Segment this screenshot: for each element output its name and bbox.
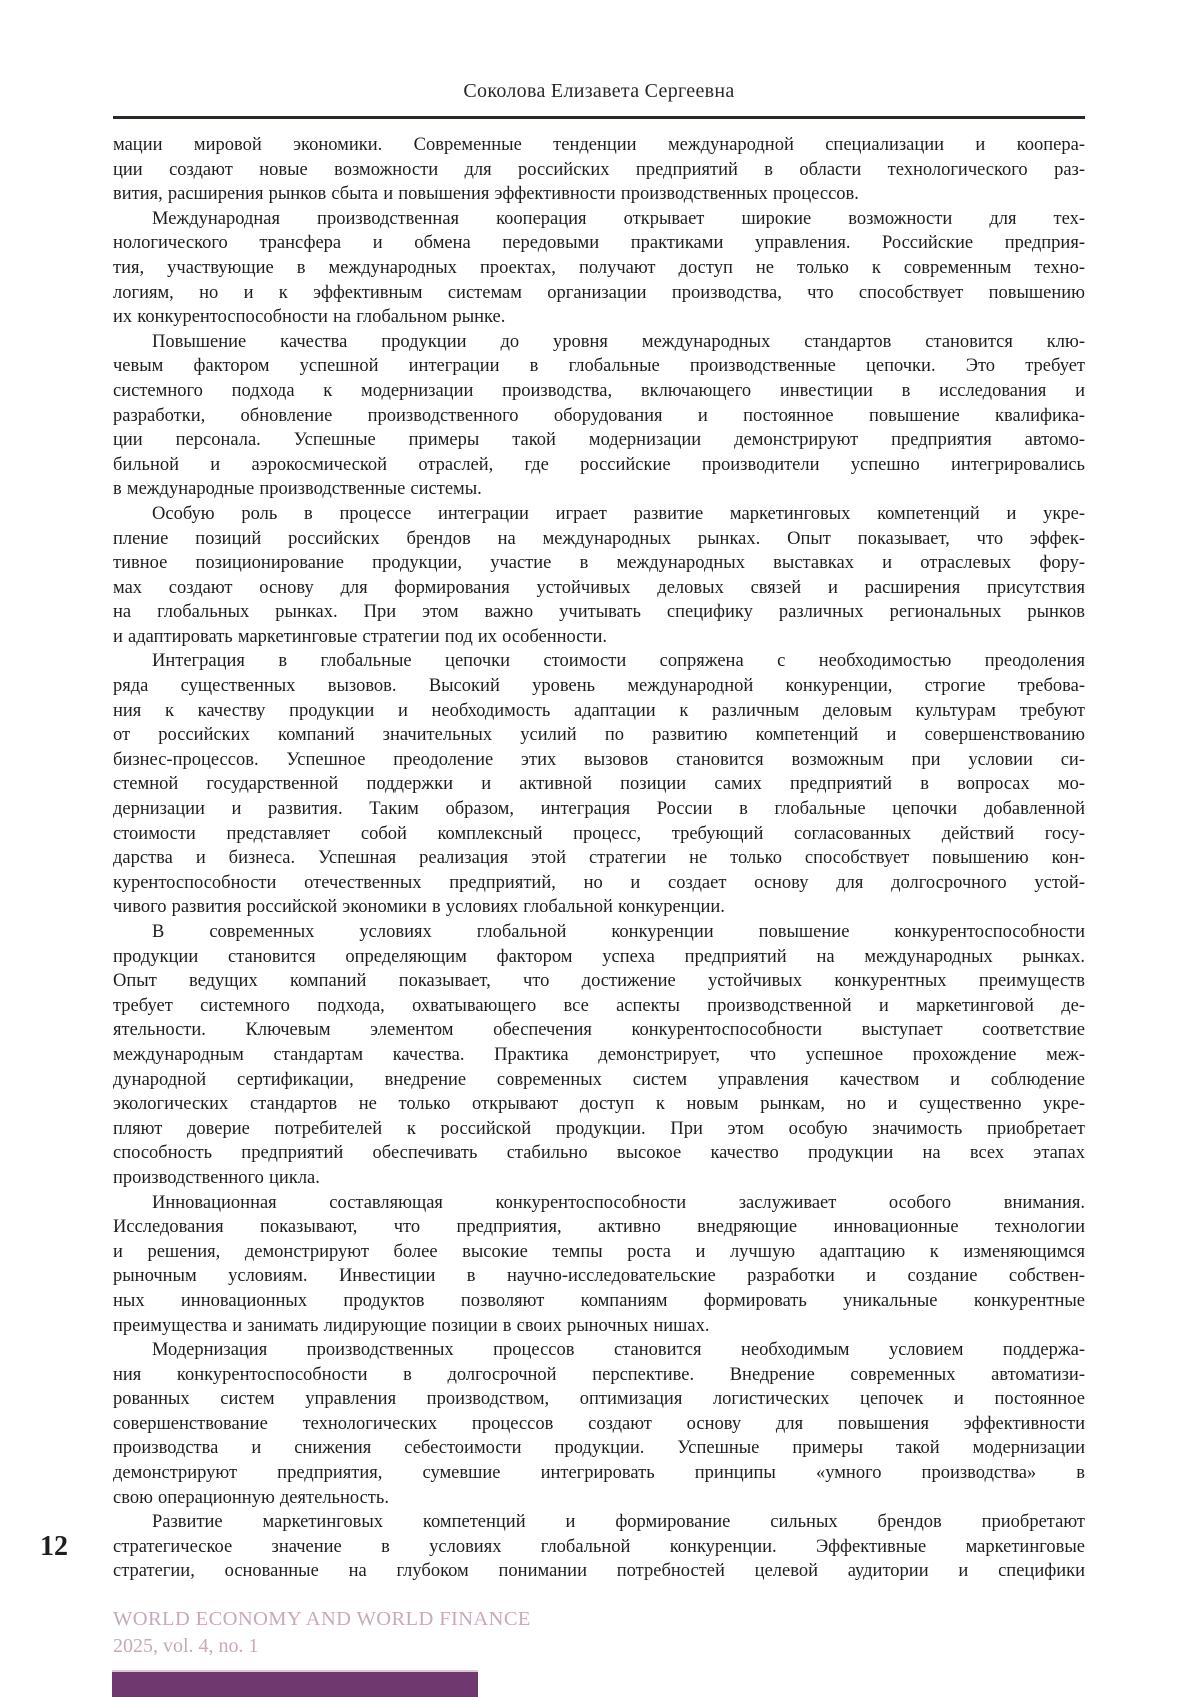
paragraph: [113, 1510, 1085, 1584]
paragraph: [113, 1191, 1085, 1339]
body-line: совершенствование технологических процессов создают основу для повышения эффективности: [113, 1413, 1085, 1434]
body-line: стемной государственной поддержки и активной позиции самих предприятий в вопросах мо-: [113, 774, 1085, 795]
body-line: вития, расширения рынков сбыта и повышения эффективности производственных процессов.: [113, 184, 859, 205]
body-line: нологического трансфера и обмена передовыми практиками управления. Российские предприя-: [113, 233, 1085, 254]
body-line: стратегии, основанные на глубоком понимании потребностей целевой аудитории и специфики: [113, 1561, 1085, 1582]
body-line: ции создают новые возможности для российских предприятий в области технологического раз-: [113, 159, 1085, 180]
page-footer: [113, 1606, 531, 1659]
body-line: Международная производственная кооперация открывает широкие возможности для тех-: [152, 208, 1085, 229]
body-line: Модернизация производственных процессов становится необходимым условием поддержа-: [152, 1340, 1085, 1361]
running-head-author: Соколова Елизавета Сергеевна: [463, 80, 735, 102]
body-line: способность предприятий обеспечивать стабильно высокое качество продукции на всех этапах: [113, 1143, 1085, 1164]
body-line: дернизации и развития. Таким образом, интеграция России в глобальные цепочки добавленной: [113, 799, 1085, 820]
body-line: логиям, но и к эффективным системам организации производства, что способствует повышению: [113, 282, 1085, 303]
paragraph: [113, 133, 1085, 207]
body-line: тия, участвующие в международных проектах, получают доступ не только к современным техно-: [113, 257, 1085, 278]
paragraph: [113, 1338, 1085, 1510]
body-line: пляют доверие потребителей к российской продукции. При этом особую значимость приобретает: [113, 1118, 1085, 1139]
paragraph: [113, 330, 1085, 502]
body-line: и решения, демонстрируют более высокие темпы роста и лучшую адаптацию к изменяющимся: [113, 1241, 1085, 1262]
body-line: системного подхода к модернизации производства, включающего инвестиции в исследования и: [113, 380, 1085, 401]
body-line: курентоспособности отечественных предприятий, но и создает основу для долгосрочного устой-: [113, 872, 1085, 893]
body-line: дународной сертификации, внедрение современных систем управления качеством и соблюдение: [113, 1069, 1085, 1090]
journal-title: WORLD ECONOMY AND WORLD FINANCE: [113, 1608, 531, 1630]
body-line: и адаптировать маркетинговые стратегии под их особенности.: [113, 626, 608, 647]
body-line: стоимости представляет собой комплексный процесс, требующий согласованных действий госу-: [113, 823, 1085, 844]
body-line: демонстрируют предприятия, сумевшие интегрировать принципы «умного производства» в: [113, 1463, 1085, 1484]
body-line: свою операционную деятельность.: [113, 1487, 389, 1508]
body-line: Особую роль в процессе интеграции играет развитие маркетинговых компетенций и укре-: [152, 503, 1085, 524]
body-line: чивого развития российской экономики в условиях глобальной конкуренции.: [113, 897, 725, 918]
paragraph: [113, 207, 1085, 330]
header-rule: [113, 116, 1085, 119]
paragraph: [113, 649, 1085, 920]
body-line: рованных систем управления производством, оптимизация логистических цепочек и постоянное: [113, 1389, 1085, 1410]
body-line: производственного цикла.: [113, 1167, 320, 1188]
body-line: пление позиций российских брендов на международных рынках. Опыт показывает, что эффек-: [113, 528, 1085, 549]
body-line: на глобальных рынках. При этом важно учитывать специфику различных региональных рынков: [113, 602, 1085, 623]
body-line: от российских компаний значительных усилий по развитию компетенций и совершенствованию: [113, 725, 1085, 746]
article-body: [113, 133, 1085, 1584]
journal-issue: 2025, vol. 4, no. 1: [113, 1635, 259, 1657]
body-line: Повышение качества продукции до уровня международных стандартов становится клю-: [152, 331, 1085, 352]
body-line: мах создают основу для формирования устойчивых деловых связей и расширения присутствия: [113, 577, 1085, 598]
body-line: чевым фактором успешной интеграции в глобальные производственные цепочки. Это требует: [113, 356, 1085, 377]
body-line: В современных условиях глобальной конкуренции повышение конкурентоспособности: [152, 922, 1085, 942]
paragraph: [113, 920, 1085, 1191]
body-line: стратегическое значение в условиях глобальной конкуренции. Эффективные маркетинговые: [113, 1536, 1085, 1557]
body-line: дарства и бизнеса. Успешная реализация этой стратегии не только способствует повышению кон-: [113, 848, 1085, 869]
body-line: требует системного подхода, охватывающего все аспекты производственной и маркетинговой де-: [113, 995, 1085, 1016]
body-line: Инновационная составляющая конкурентоспособности заслуживает особого внимания.: [152, 1192, 1085, 1213]
footer-accent-bar: [112, 1670, 478, 1697]
body-line: бизнес-процессов. Успешное преодоление этих вызовов становится возможным при условии си-: [113, 749, 1085, 770]
body-line: их конкурентоспособности на глобальном рынке.: [113, 307, 506, 328]
body-line: экологических стандартов не только открывают доступ к новым рынкам, но и существенно укре-: [113, 1094, 1085, 1115]
body-line: Опыт ведущих компаний показывает, что достижение устойчивых конкурентных преимуществ: [113, 971, 1085, 992]
body-line: Интеграция в глобальные цепочки стоимости сопряжена с необходимостью преодоления: [152, 651, 1085, 672]
body-line: Развитие маркетинговых компетенций и формирование сильных брендов приобретают: [152, 1512, 1085, 1533]
body-line: тивное позиционирование продукции, участие в международных выставках и отраслевых фору-: [113, 553, 1085, 574]
body-line: ятельности. Ключевым элементом обеспечения конкурентоспособности выступает соответствие: [113, 1020, 1085, 1041]
body-line: ции персонала. Успешные примеры такой модернизации демонстрируют предприятия автомо-: [113, 430, 1085, 451]
body-line: преимущества и занимать лидирующие позиции в своих рыночных нишах.: [113, 1315, 710, 1336]
body-line: ряда существенных вызовов. Высокий уровень международной конкуренции, строгие требова-: [113, 676, 1085, 697]
body-line: в международные производственные системы.: [113, 479, 482, 500]
body-line: Исследования показывают, что предприятия, активно внедряющие инновационные технологии: [113, 1217, 1085, 1238]
body-line: бильной и аэрокосмической отраслей, где российские производители успешно интегрировались: [113, 454, 1085, 475]
paragraph: [113, 502, 1085, 650]
body-line: мации мировой экономики. Современные тенденции международной специализации и коопера-: [113, 135, 1085, 155]
body-line: разработки, обновление производственного оборудования и постоянное повышение квалифика-: [113, 405, 1085, 426]
body-line: международным стандартам качества. Практика демонстрирует, что успешное прохождение меж-: [113, 1044, 1085, 1065]
body-line: рыночным условиям. Инвестиции в научно-исследовательские разработки и создание собствен-: [113, 1266, 1085, 1287]
body-line: продукции становится определяющим фактором успеха предприятий на международных рынках.: [113, 946, 1085, 967]
body-line: ния конкурентоспособности в долгосрочной перспективе. Внедрение современных автоматизи-: [113, 1364, 1085, 1385]
body-line: ния к качеству продукции и необходимость адаптации к различным деловым культурам требуют: [113, 700, 1085, 721]
body-line: производства и снижения себестоимости продукции. Успешные примеры такой модернизации: [113, 1438, 1085, 1459]
page-number: 12: [40, 1531, 68, 1562]
body-line: ных инновационных продуктов позволяют компаниям формировать уникальные конкурентные: [113, 1290, 1085, 1311]
